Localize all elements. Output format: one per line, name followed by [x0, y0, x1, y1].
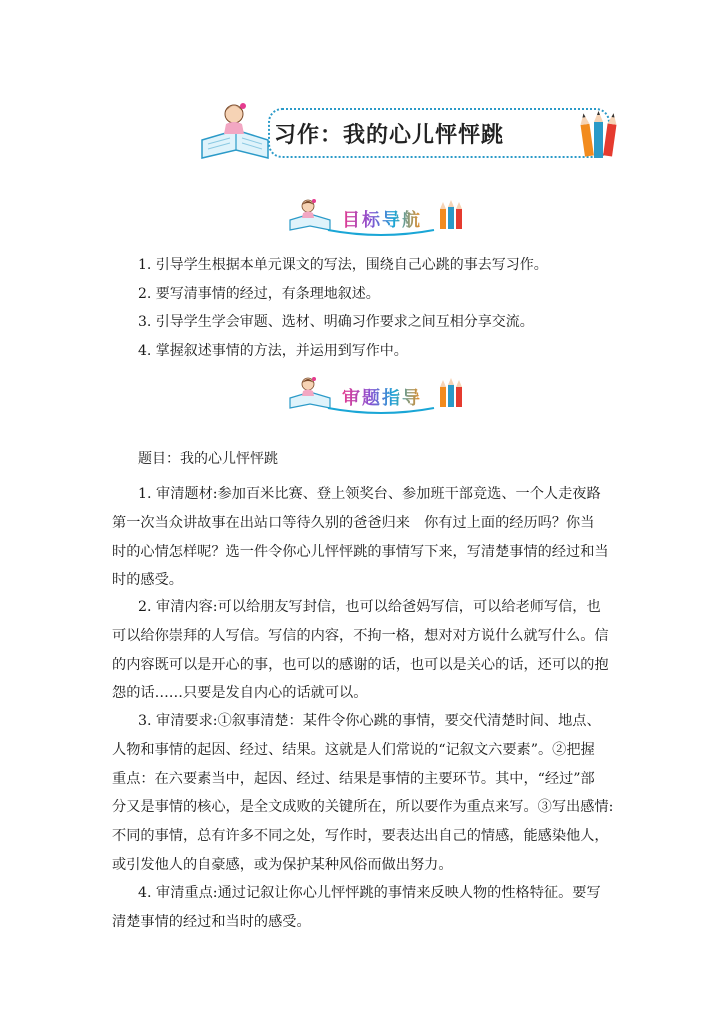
paragraph-requirements	[112, 707, 632, 880]
paragraph-line: 1. 审清题材:参加百米比赛、登上领奖台、参加班干部竞选、一个人走夜路	[138, 486, 601, 502]
reading-girl-icon	[196, 100, 286, 166]
goal-item: 3. 引导学生学会审题、选材、明确习作要求之间互相分享交流。	[138, 314, 534, 331]
goal-item: 1. 引导学生根据本单元课文的写法，围绕自己心跳的事去写习作。	[138, 257, 548, 273]
paragraph-line: 可以给你崇拜的人写信。写信的内容，不拘一格，想对对方说什么就写什么。信	[112, 627, 609, 644]
topic-line: 题目：我的心儿怦怦跳	[138, 451, 278, 467]
section-heading-guide	[286, 376, 466, 416]
paragraph-line: 时的心情怎样呢？选一件令你心儿怦怦跳的事情写下来，写清楚事情的经过和当	[112, 543, 609, 560]
page-title: 习作：我的心儿怦怦跳	[274, 123, 505, 148]
section-title-text: 审题指导	[342, 388, 422, 409]
paragraph-focus	[112, 879, 632, 937]
title-banner	[196, 100, 620, 166]
paragraph-subject	[112, 480, 632, 595]
paragraph-line: 怨的话……只要是发自内心的话就可以。	[112, 685, 368, 702]
paragraph-line: 分又是事情的核心，是全文成败的关键所在，所以要作为重点来写。③写出感情:	[112, 799, 614, 816]
paragraph-line: 人物和事情的起因、经过、结果。这就是人们常说的“记叙文六要素”。②把握	[112, 741, 595, 758]
section-heading-goals	[286, 198, 466, 238]
section-title-text: 目标导航	[342, 210, 422, 231]
goal-item: 4. 掌握叙述事情的方法，并运用到写作中。	[138, 342, 408, 359]
paragraph-content	[112, 593, 632, 708]
paragraph-line: 重点：在六要素当中，起因、经过、结果是事情的主要环节。其中，“经过”部	[112, 770, 595, 787]
paragraph-line: 或引发他人的自豪感，或为保护某种风俗而做出努力。	[112, 856, 453, 873]
paragraph-line: 第一次当众讲故事在出站口等待久别的爸爸归来 你有过上面的经历吗？你当	[112, 514, 595, 531]
paragraph-line: 不同的事情，总有许多不同之处，写作时，要表达出自己的情感，能感染他人，	[112, 828, 609, 845]
pencils-icon	[438, 200, 464, 230]
paragraph-line: 4. 审清重点:通过记叙让你心儿怦怦跳的事情来反映人物的性格特征。要写	[138, 885, 601, 901]
paragraph-line: 2. 审清内容:可以给朋友写封信，也可以给爸妈写信，可以给老师写信，也	[138, 599, 601, 615]
paragraph-line: 清楚事情的经过和当时的感受。	[112, 913, 311, 930]
goals-list	[138, 255, 598, 369]
paragraph-line: 时的感受。	[112, 572, 183, 589]
pencils-icon	[578, 110, 620, 160]
pencils-icon	[438, 378, 464, 408]
heading-underline-arc	[326, 228, 436, 238]
heading-underline-arc	[326, 406, 436, 416]
paragraph-line: 的内容既可以是开心的事，也可以的感谢的话，也可以是关心的话，还可以的抱	[112, 656, 609, 673]
goal-item: 2. 要写清事情的经过，有条理地叙述。	[138, 285, 380, 302]
paragraph-line: 3. 审清要求:①叙事清楚：某件令你心跳的事情，要交代清楚时间、地点、	[138, 713, 601, 729]
